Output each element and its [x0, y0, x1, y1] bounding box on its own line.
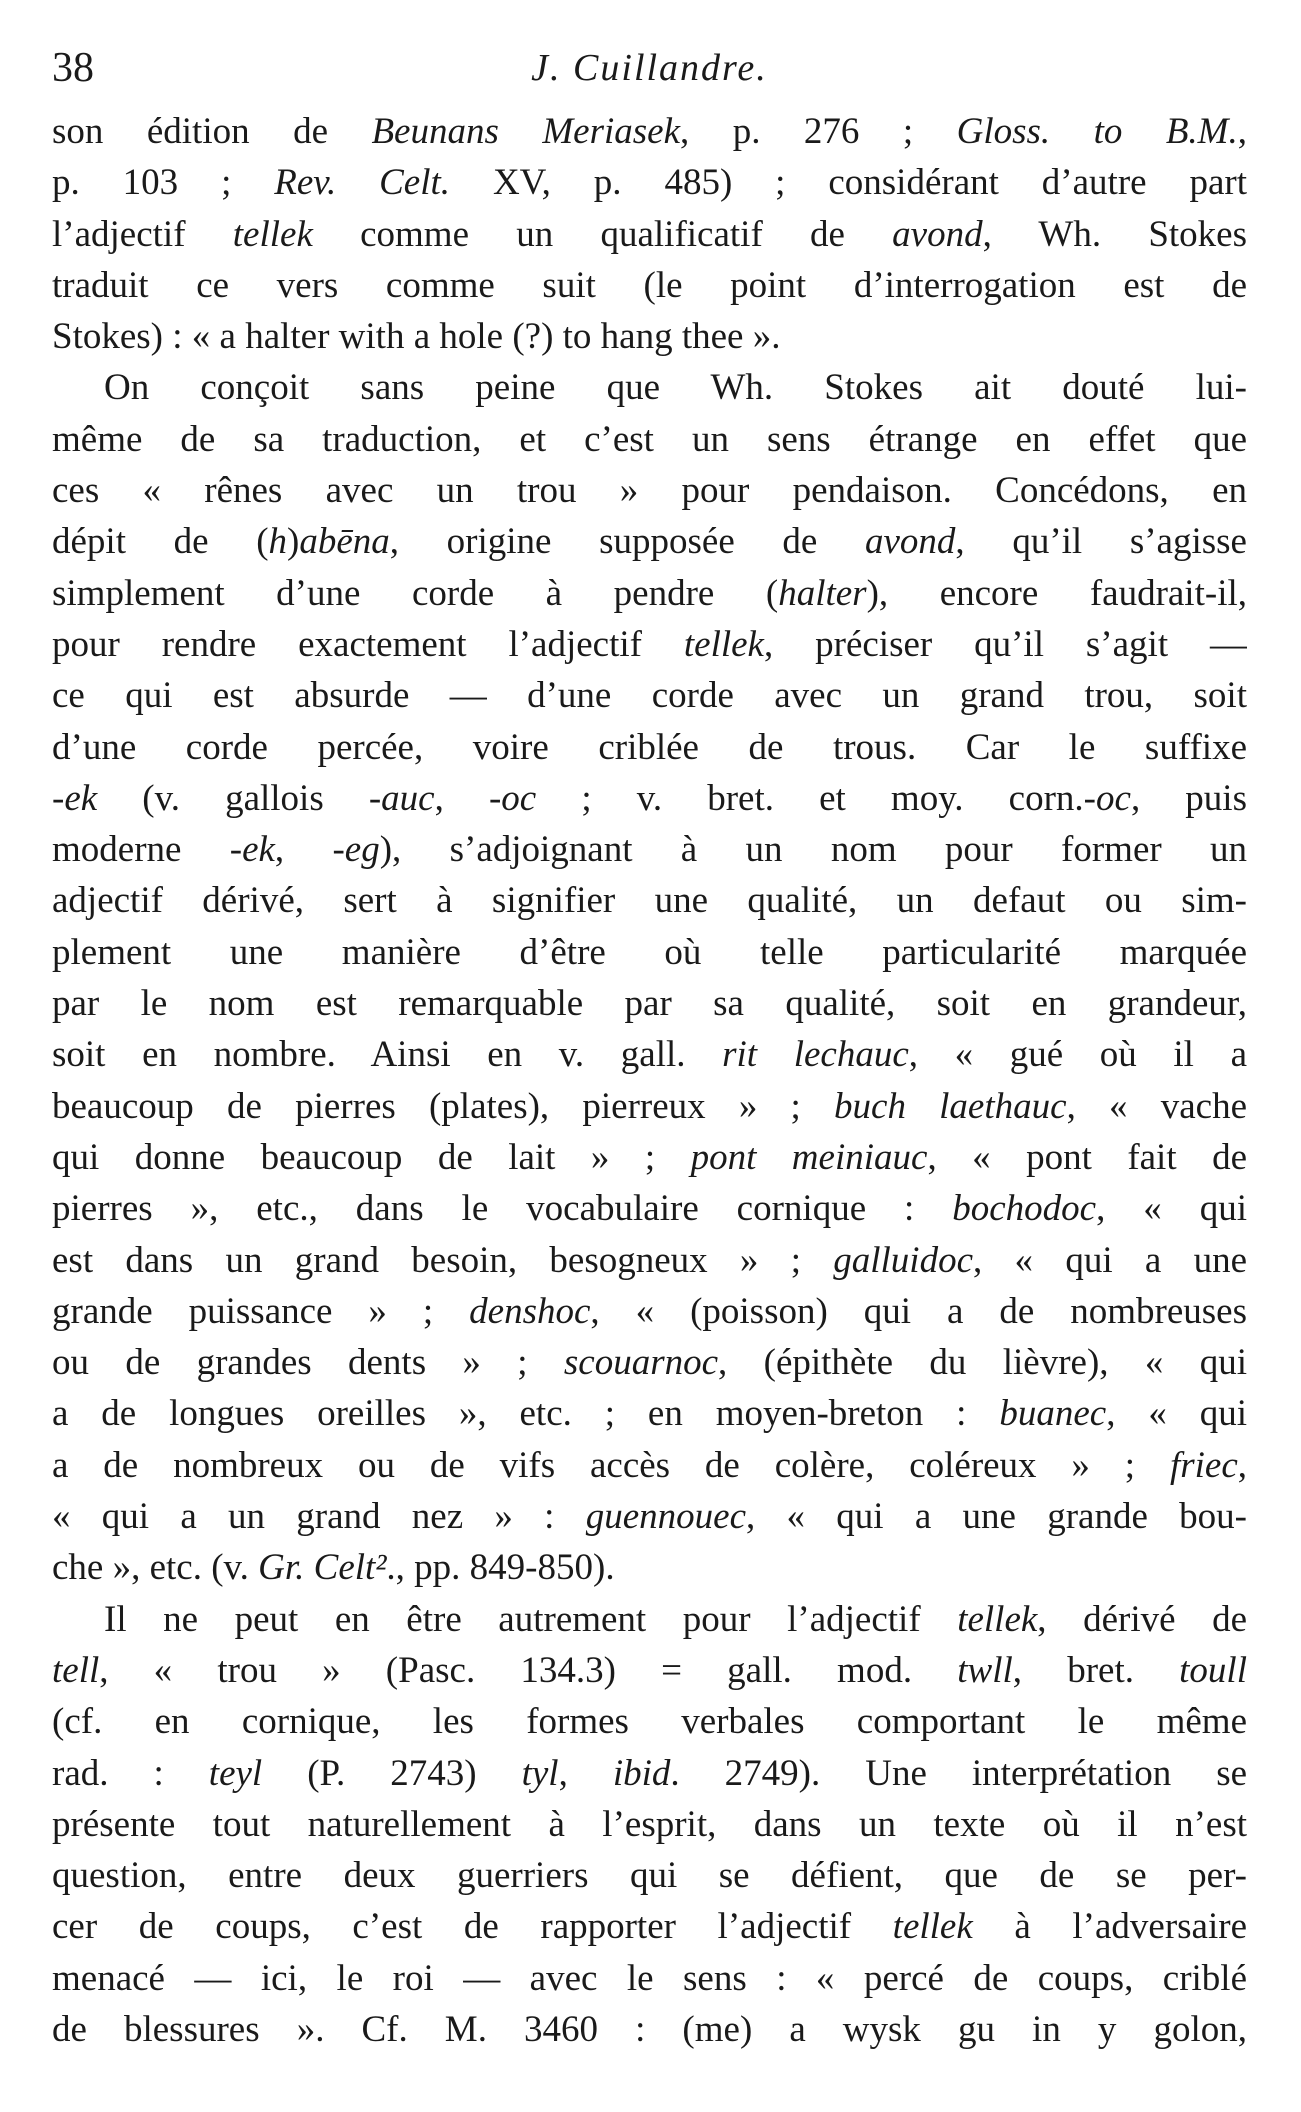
- text-line: a de nombreux ou de vifs accès de colère, coléreux » ; friec,: [52, 1444, 1247, 1486]
- text-line: beaucoup de pierres (plates), pierreux » ; buch laethauc, « vache: [52, 1085, 1247, 1127]
- text-line: présente tout naturellement à l’esprit, dans un texte où il n’est: [52, 1803, 1247, 1845]
- text-line: tell, « trou » (Pasc. 134.3) = gall. mod. twll, bret. toull: [52, 1649, 1247, 1691]
- text-line: rad. : teyl (P. 2743) tyl, ibid. 2749). Une interprétation se: [52, 1752, 1247, 1794]
- text-line: ce qui est absurde — d’une corde avec un grand trou, soit: [52, 675, 1247, 717]
- paragraph-3: [52, 1594, 1247, 2056]
- paragraph-2: [52, 362, 1247, 1593]
- text-line: traduit ce vers comme suit (le point d’interrogation est de: [52, 264, 1247, 306]
- text-line: Stokes) : « a halter with a hole (?) to hang thee ».: [52, 316, 781, 358]
- text-line: d’une corde percée, voire criblée de trous. Car le suffixe: [52, 726, 1247, 768]
- text-line: ces « rênes avec un trou » pour pendaison. Concédons, en: [52, 470, 1247, 512]
- text-line: menacé — ici, le roi — avec le sens : « percé de coups, criblé: [52, 1957, 1247, 1999]
- text-line: par le nom est remarquable par sa qualité, soit en grandeur,: [52, 983, 1247, 1025]
- running-title: J. Cuillandre.: [531, 47, 768, 89]
- text-line: a de longues oreilles », etc. ; en moyen-breton : buanec, « qui: [52, 1393, 1247, 1435]
- text-line: même de sa traduction, et c’est un sens étrange en effet que: [52, 418, 1247, 460]
- text-line: « qui a un grand nez » : guennouec, « qui a une grande bou-: [52, 1496, 1247, 1538]
- page-header: [52, 38, 1247, 98]
- text-line: ou de grandes dents » ; scouarnoc, (épithète du lièvre), « qui: [52, 1342, 1247, 1384]
- text-line: cer de coups, c’est de rapporter l’adjectif tellek à l’adversaire: [52, 1906, 1247, 1948]
- text-line: est dans un grand besoin, besogneux » ; galluidoc, « qui a une: [52, 1239, 1247, 1281]
- text-line: che », etc. (v. Gr. Celt²., pp. 849-850).: [52, 1547, 615, 1589]
- text-line: soit en nombre. Ainsi en v. gall. rit lechauc, « gué où il a: [52, 1034, 1247, 1076]
- text-line: adjectif dérivé, sert à signifier une qualité, un defaut ou sim-: [52, 880, 1247, 922]
- text-line: moderne -ek, -eg), s’adjoignant à un nom pour former un: [52, 829, 1247, 871]
- text-line: grande puissance » ; denshoc, « (poisson) qui a de nombreuses: [52, 1290, 1247, 1332]
- text-line: qui donne beaucoup de lait » ; pont meiniauc, « pont fait de: [52, 1136, 1247, 1178]
- text-line: -ek (v. gallois -auc, -oc ; v. bret. et moy. corn.-oc, puis: [52, 777, 1247, 819]
- text-line: dépit de (h)abēna, origine supposée de avond, qu’il s’agisse: [52, 521, 1247, 563]
- paragraph-1: [52, 106, 1247, 362]
- text-line: son édition de Beunans Meriasek, p. 276 ; Gloss. to B.M.,: [52, 111, 1247, 152]
- page-body: [52, 106, 1247, 2055]
- text-line: plement une manière d’être où telle particularité marquée: [52, 931, 1247, 973]
- text-line: question, entre deux guerriers qui se défient, que de se per-: [52, 1855, 1247, 1897]
- text-line: l’adjectif tellek comme un qualificatif de avond, Wh. Stokes: [52, 213, 1247, 255]
- text-line: pour rendre exactement l’adjectif tellek, préciser qu’il s’agit —: [52, 623, 1247, 665]
- text-line: pierres », etc., dans le vocabulaire cornique : bochodoc, « qui: [52, 1188, 1247, 1230]
- text-line: Il ne peut en être autrement pour l’adjectif tellek, dérivé de: [104, 1598, 1247, 1640]
- text-line: p. 103 ; Rev. Celt. XV, p. 485) ; considérant d’autre part: [52, 162, 1247, 204]
- text-line: (cf. en cornique, les formes verbales comportant le même: [52, 1701, 1247, 1743]
- text-line: On conçoit sans peine que Wh. Stokes ait douté lui-: [104, 367, 1247, 409]
- page-number: 38: [52, 45, 94, 91]
- text-line: simplement d’une corde à pendre (halter), encore faudrait-il,: [52, 572, 1247, 614]
- text-line: de blessures ». Cf. M. 3460 : (me) a wysk gu in y golon,: [52, 2008, 1247, 2050]
